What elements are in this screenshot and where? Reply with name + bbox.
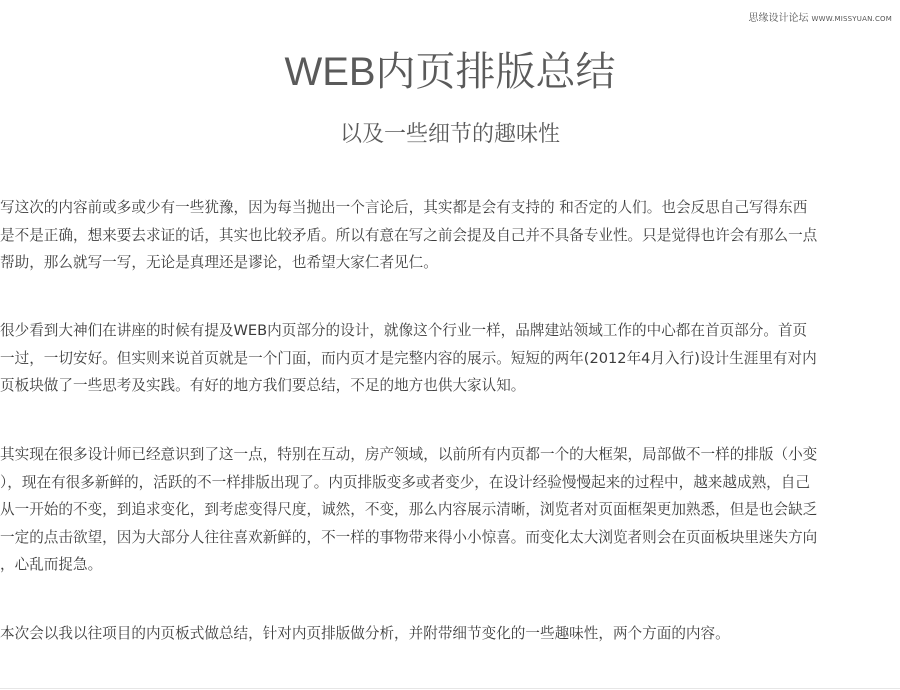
- paragraph-line: 很少看到大神们在讲座的时候有提及WEB内页部分的设计，就像这个行业一样，品牌建站领域工作的中心都在首页部分。首页: [0, 322, 808, 339]
- bottom-divider: [0, 688, 900, 689]
- watermark: [749, 9, 892, 24]
- paragraph-line: 其实现在很多设计师已经意识到了这一点，特别在互动，房产领域，以前所有内页都一个的大框架，局部做不一样的排版（小变: [0, 446, 818, 463]
- paragraph-3: [0, 441, 817, 579]
- paragraph-line: 本次会以我以往项目的内页板式做总结，针对内页排版做分析，并附带细节变化的一些趣味性，两个方面的内容。: [0, 625, 730, 642]
- article-title: WEB内页排版总结: [284, 50, 616, 94]
- paragraph-4: [0, 620, 730, 648]
- paragraph-1: [0, 194, 817, 277]
- paragraph-line: 是不是正确，想来要去求证的话，其实也比较矛盾。所以有意在写之前会提及自己并不具备专业性。只是觉得也许会有那么一点: [0, 226, 818, 244]
- paragraph-line: 帮助，那么就写一写，无论是真理还是谬论，也希望大家仁者见仁。: [0, 254, 438, 271]
- paragraph-2: [0, 317, 817, 400]
- paragraph-line: 写这次的内容前或多或少有一些犹豫，因为每当抛出一个言论后，其实都是会有支持的 和否定的人们。也会反思自己写得东西: [0, 199, 808, 216]
- watermark-site-name: 思缘设计论坛: [748, 13, 809, 24]
- paragraph-line: 一过，一切安好。但实则来说首页就是一个门面，而内页才是完整内容的展示。短短的两年(2012年4月入行)设计生涯里有对内: [0, 349, 817, 367]
- paragraph-line: ），现在有很多新鲜的，活跃的不一样排版出现了。内页排版变多或者变少，在设计经验慢慢起来的过程中，越来越成熟，自己: [0, 473, 810, 491]
- watermark-url: WWW.MISSYUAN.COM: [811, 15, 892, 23]
- article-subtitle: 以及一些细节的趣味性: [339, 122, 560, 147]
- paragraph-line: ，心乱而捉急。: [0, 556, 103, 573]
- paragraph-line: 从一开始的不变，到追求变化，到考虑变得尺度，诚然，不变，那么内容展示清晰，浏览者对页面框架更加熟悉，但是也会缺乏: [0, 501, 818, 518]
- paragraph-line: 页板块做了一些思考及实践。有好的地方我们要总结，不足的地方也供大家认知。: [0, 377, 526, 394]
- paragraph-line: 一定的点击欲望，因为大部分人往往喜欢新鲜的，不一样的事物带来得小小惊喜。而变化太大浏览者则会在页面板块里迷失方向: [0, 528, 818, 546]
